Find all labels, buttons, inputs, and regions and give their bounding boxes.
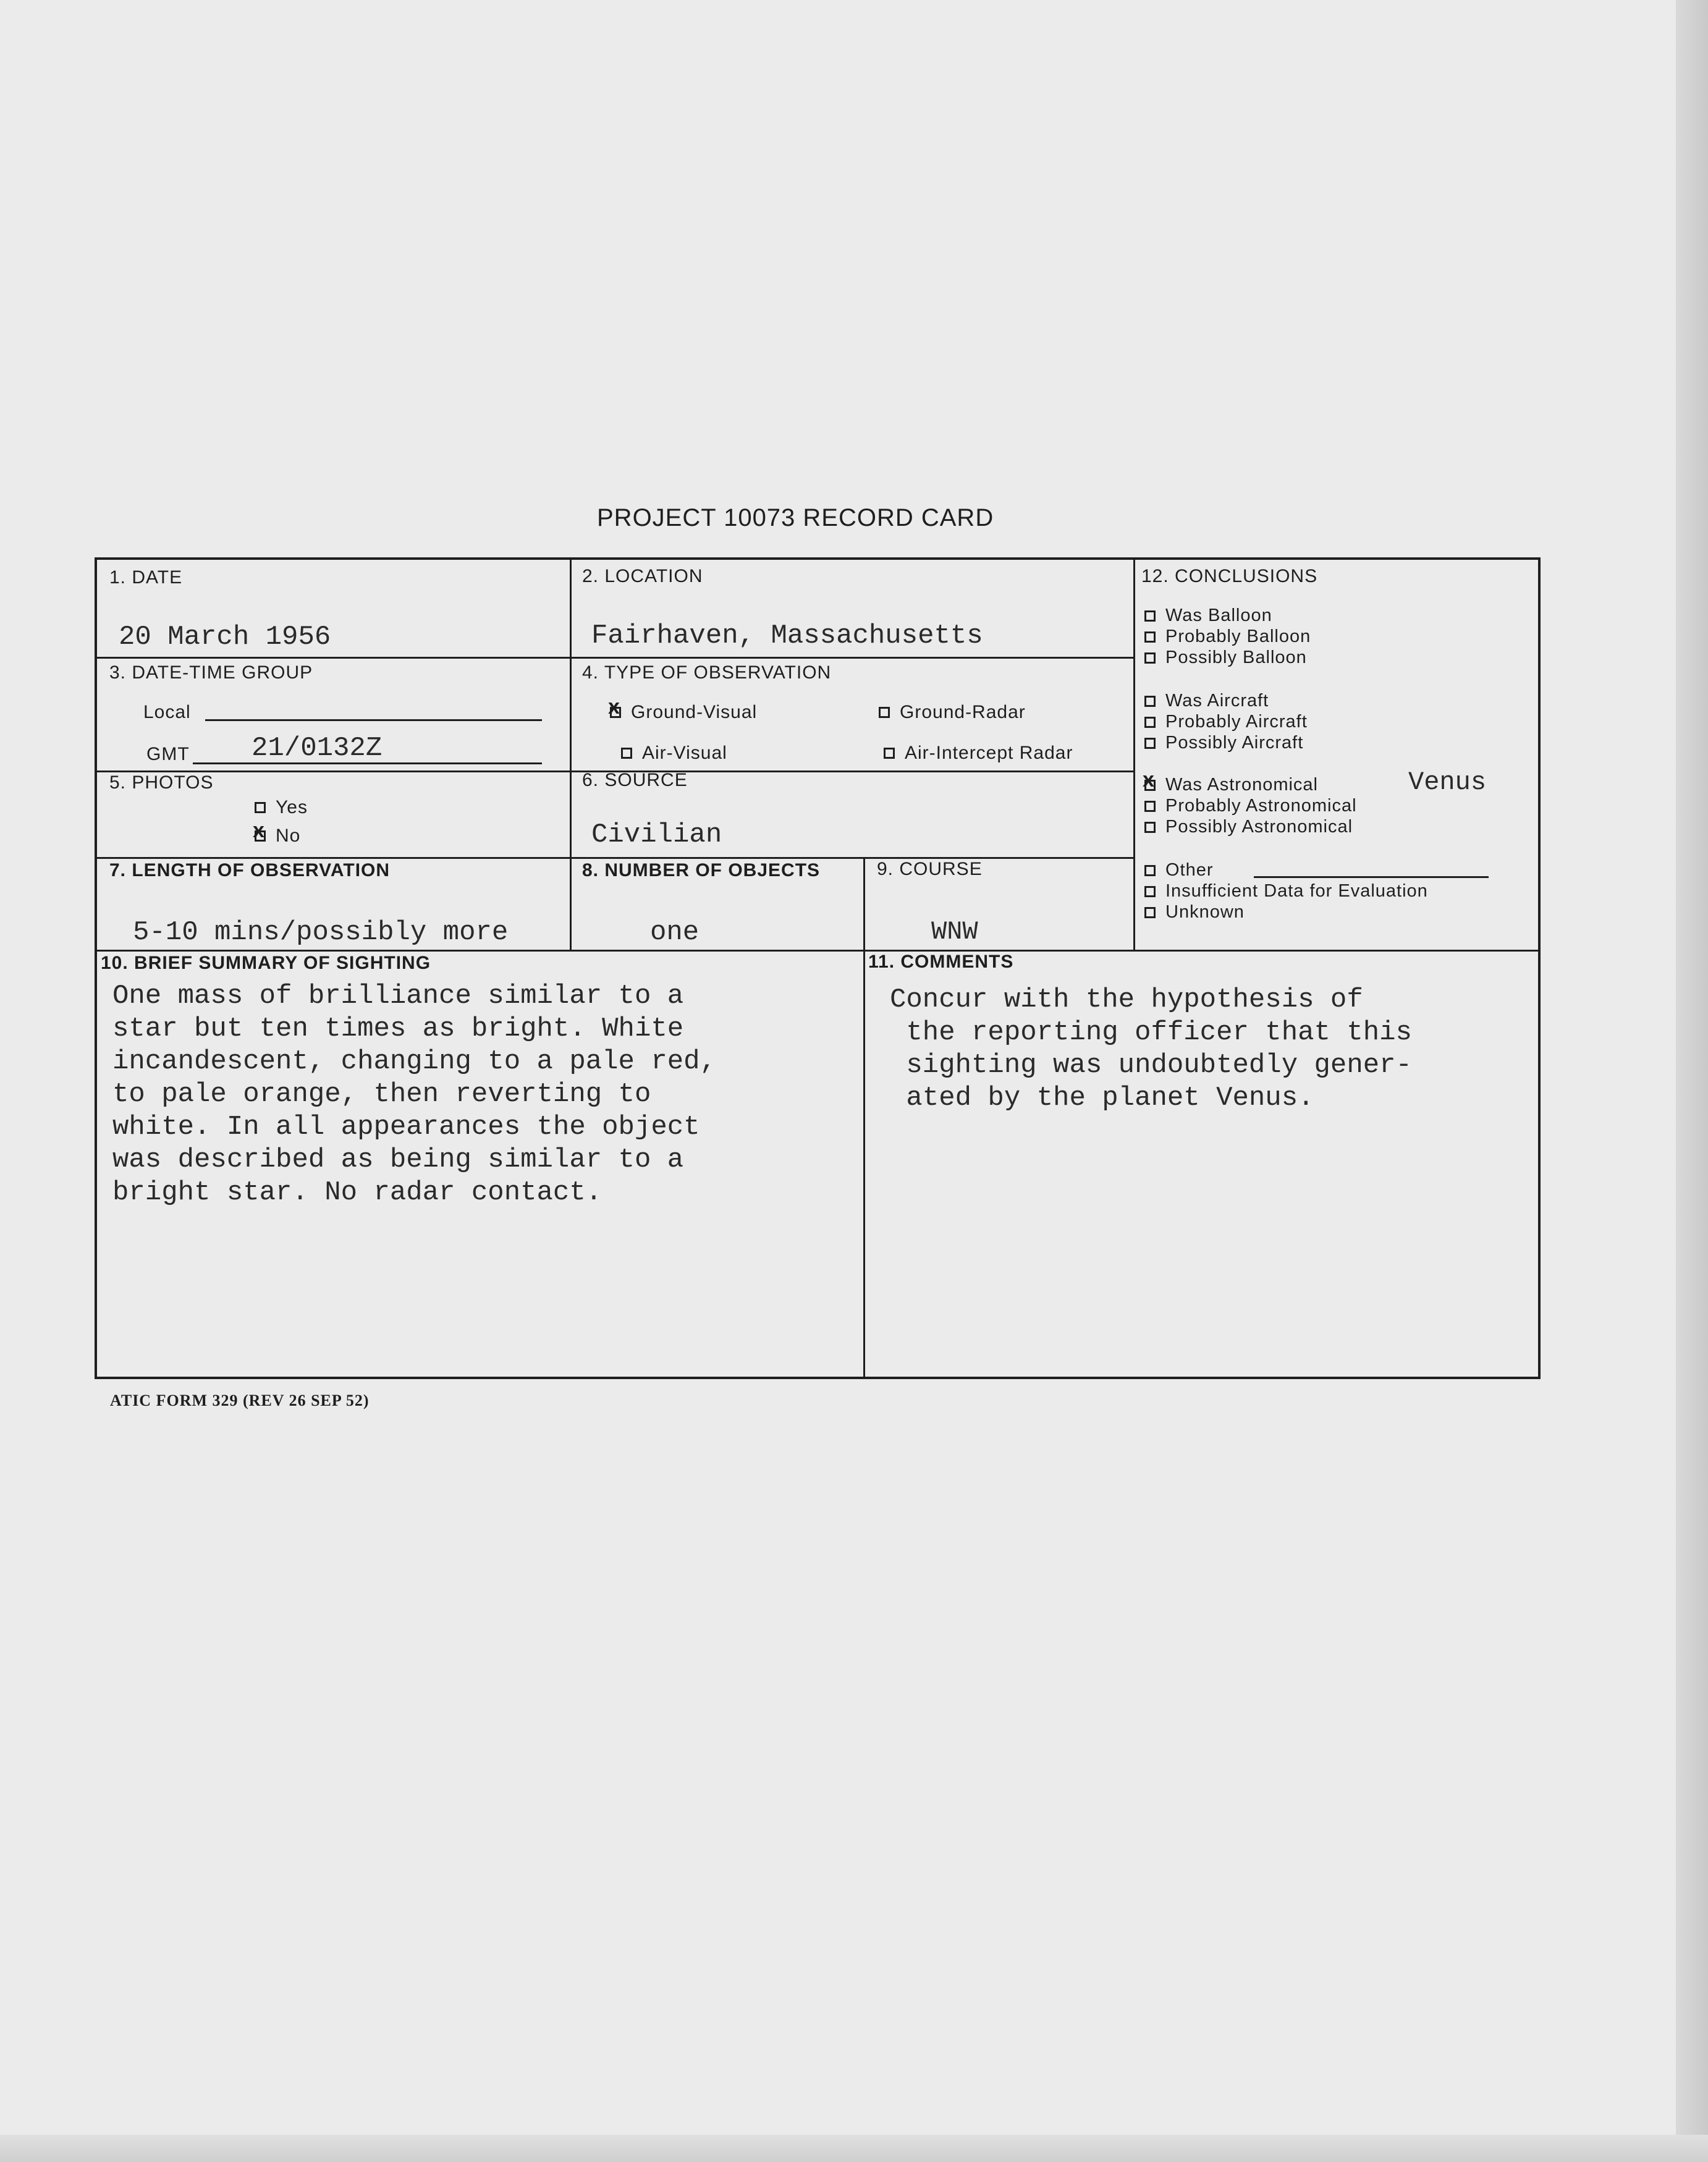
source-label: 6. SOURCE xyxy=(582,770,688,790)
location-label: 2. LOCATION xyxy=(582,566,703,586)
comments-text: Concur with the hypothesis of the reporting officer that this sighting was undoubtedly gener- ated by the planet Venus. xyxy=(890,984,1412,1113)
conclusion-was-aircraft: Was Aircraft xyxy=(1144,691,1269,711)
dtg-label: 3. DATE-TIME GROUP xyxy=(109,662,313,683)
checkbox-icon xyxy=(1144,717,1156,728)
dtg-local-label: Local xyxy=(143,702,191,722)
page-edge-bottom xyxy=(0,2135,1708,2162)
obs-ground-visual: x Ground-Visual xyxy=(610,702,757,723)
form-footer: ATIC FORM 329 (REV 26 SEP 52) xyxy=(110,1391,370,1409)
checkbox-checked-icon xyxy=(610,707,621,718)
photos-yes: Yes xyxy=(255,797,308,818)
dtg-gmt-value: 21/0132Z xyxy=(252,733,383,764)
card-title: PROJECT 10073 RECORD CARD xyxy=(597,504,994,531)
conclusion-other: Other xyxy=(1144,860,1214,880)
conclusion-possibly-astronomical: Possibly Astronomical xyxy=(1144,817,1353,837)
checkbox-icon xyxy=(1144,696,1156,707)
date-value: 20 March 1956 xyxy=(119,622,331,652)
checkbox-icon xyxy=(1144,631,1156,643)
astronomical-note: Venus xyxy=(1408,767,1487,797)
checkbox-icon xyxy=(1144,907,1156,918)
obs-air-intercept-radar: Air-Intercept Radar xyxy=(884,743,1073,764)
summary-label: 10. BRIEF SUMMARY OF SIGHTING xyxy=(101,953,431,973)
conclusion-possibly-balloon: Possibly Balloon xyxy=(1144,648,1307,668)
date-label: 1. DATE xyxy=(109,567,183,588)
checkbox-icon xyxy=(1144,738,1156,749)
obs-ground-radar: Ground-Radar xyxy=(879,702,1026,723)
conclusion-was-astronomical: x Was Astronomical xyxy=(1144,775,1318,795)
checkbox-icon xyxy=(1144,822,1156,833)
summary-text: One mass of brilliance similar to a star but ten times as bright. White incandescent, changing to a pale red, to pale orange, then reverting to white. In all appearances the object was described as being similar to a bright star. No radar contact. xyxy=(112,981,716,1208)
conclusion-probably-astronomical: Probably Astronomical xyxy=(1144,796,1357,816)
length-value: 5-10 mins/possibly more xyxy=(133,917,509,948)
page-edge xyxy=(1676,0,1708,2162)
conclusion-insufficient-data: Insufficient Data for Evaluation xyxy=(1144,881,1428,902)
record-card xyxy=(95,557,1541,1379)
obs-air-visual: Air-Visual xyxy=(621,743,727,764)
checkbox-icon xyxy=(1144,886,1156,897)
dtg-gmt-label: GMT xyxy=(146,744,190,764)
conclusion-probably-aircraft: Probably Aircraft xyxy=(1144,712,1308,732)
conclusions-label: 12. CONCLUSIONS xyxy=(1141,566,1318,586)
photos-label: 5. PHOTOS xyxy=(109,772,214,793)
objects-label: 8. NUMBER OF OBJECTS xyxy=(582,860,821,880)
observation-type-label: 4. TYPE OF OBSERVATION xyxy=(582,662,832,683)
source-value: Civilian xyxy=(591,819,722,850)
course-label: 9. COURSE xyxy=(877,859,983,879)
checkbox-checked-icon xyxy=(1144,780,1156,791)
conclusion-was-balloon: Was Balloon xyxy=(1144,606,1272,626)
checkbox-icon xyxy=(1144,865,1156,876)
photos-no: x No xyxy=(255,826,300,847)
checkbox-icon xyxy=(621,748,632,759)
checkbox-icon xyxy=(1144,801,1156,812)
checkbox-icon xyxy=(1144,652,1156,664)
checkbox-icon xyxy=(879,707,890,718)
checkbox-icon xyxy=(1144,610,1156,622)
checkbox-checked-icon xyxy=(255,830,266,842)
course-value: WNW xyxy=(931,917,978,947)
conclusion-probably-balloon: Probably Balloon xyxy=(1144,627,1311,647)
checkbox-icon xyxy=(884,748,895,759)
conclusion-unknown: Unknown xyxy=(1144,902,1245,923)
objects-value: one xyxy=(650,917,700,948)
length-label: 7. LENGTH OF OBSERVATION xyxy=(109,860,391,880)
checkbox-icon xyxy=(255,802,266,813)
location-value: Fairhaven, Massachusetts xyxy=(591,620,983,651)
comments-label: 11. COMMENTS xyxy=(868,952,1014,972)
conclusion-possibly-aircraft: Possibly Aircraft xyxy=(1144,733,1303,753)
